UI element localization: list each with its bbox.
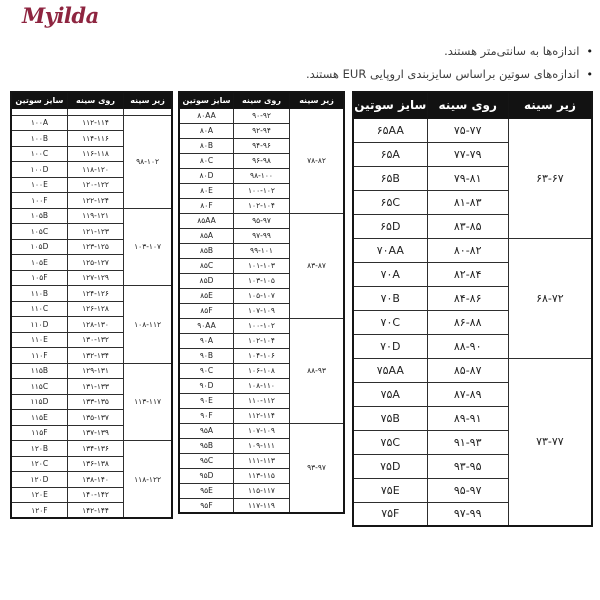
- bra-size-cell: ۸۰B: [179, 138, 233, 153]
- bra-size-cell: ۷۵C: [353, 430, 427, 454]
- bra-size-cell: ۸۵C: [179, 258, 233, 273]
- bra-size-cell: ۱۲۰B: [11, 441, 67, 457]
- size-chart-table: [10, 91, 173, 519]
- overbust-range-cell: ۷۵-۷۷: [427, 118, 508, 142]
- bra-size-cell: ۱۱۵C: [11, 379, 67, 395]
- overbust-range-cell: ۱۲۴-۱۲۶: [67, 286, 123, 302]
- bra-size-cell: ۸۵B: [179, 243, 233, 258]
- bra-size-cell: ۸۰AA: [179, 108, 233, 123]
- overbust-range-cell: ۱۰۲-۱۰۴: [233, 333, 289, 348]
- spacer-cell: [124, 108, 172, 115]
- overbust-range-cell: ۱۰۵-۱۰۷: [233, 288, 289, 303]
- size-chart-table: [178, 91, 345, 514]
- bra-size-cell: ۷۵B: [353, 406, 427, 430]
- bra-size-cell: ۸۵A: [179, 228, 233, 243]
- bra-size-cell: ۹۵E: [179, 483, 233, 498]
- bra-size-cell: ۸۵F: [179, 303, 233, 318]
- bra-size-cell: ۶۵A: [353, 142, 427, 166]
- overbust-range-cell: ۱۰۲-۱۰۴: [233, 198, 289, 213]
- note-item: [306, 67, 593, 81]
- overbust-range-cell: ۱۳۵-۱۳۷: [67, 410, 123, 426]
- overbust-range-cell: ۱۳۱-۱۳۳: [67, 379, 123, 395]
- bra-size-cell: ۱۰۵C: [11, 224, 67, 240]
- overbust-range-cell: ۸۹-۹۱: [427, 406, 508, 430]
- overbust-range-cell: ۱۱۸-۱۲۰: [67, 162, 123, 178]
- overbust-range-cell: ۱۰۷-۱۰۹: [233, 423, 289, 438]
- column-header-size: سایز سوتین: [353, 92, 427, 118]
- bra-size-cell: ۹۵F: [179, 498, 233, 513]
- bra-size-cell: ۹۰F: [179, 408, 233, 423]
- overbust-range-cell: ۱۳۳-۱۳۵: [67, 394, 123, 410]
- overbust-range-cell: ۱۰۰-۱۰۲: [233, 318, 289, 333]
- overbust-range-cell: ۱۰۰-۱۰۲: [233, 183, 289, 198]
- bra-size-cell: ۹۰D: [179, 378, 233, 393]
- bra-size-cell: ۹۰B: [179, 348, 233, 363]
- overbust-range-cell: ۱۱۰-۱۱۲: [233, 393, 289, 408]
- overbust-range-cell: ۸۸-۹۰: [427, 334, 508, 358]
- notes-list: [306, 44, 593, 90]
- overbust-range-cell: ۱۱۴-۱۱۶: [67, 131, 123, 147]
- overbust-range-cell: ۹۰-۹۲: [233, 108, 289, 123]
- bra-size-cell: ۱۰۰F: [11, 193, 67, 209]
- underbust-range-cell: ۱۰۸-۱۱۲: [124, 286, 172, 364]
- overbust-range-cell: ۱۰۶-۱۰۸: [233, 363, 289, 378]
- overbust-range-cell: ۹۹-۱۰۱: [233, 243, 289, 258]
- overbust-range-cell: ۱۳۶-۱۳۸: [67, 456, 123, 472]
- overbust-range-cell: ۸۷-۸۹: [427, 382, 508, 406]
- bra-size-cell: ۱۱۰C: [11, 301, 67, 317]
- overbust-range-cell: ۱۲۷-۱۲۹: [67, 270, 123, 286]
- size-table-right: [352, 91, 593, 527]
- bra-size-cell: ۱۲۰D: [11, 472, 67, 488]
- bra-size-cell: ۸۰A: [179, 123, 233, 138]
- overbust-range-cell: ۱۳۷-۱۳۹: [67, 425, 123, 441]
- bra-size-cell: ۸۵D: [179, 273, 233, 288]
- bra-size-cell: ۹۰C: [179, 363, 233, 378]
- bra-size-cell: ۱۰۰E: [11, 177, 67, 193]
- bra-size-cell: ۱۰۵D: [11, 239, 67, 255]
- bra-size-cell: ۷۰D: [353, 334, 427, 358]
- overbust-range-cell: ۱۱۳-۱۱۵: [233, 468, 289, 483]
- bra-size-cell: ۶۵B: [353, 166, 427, 190]
- overbust-range-cell: ۹۷-۹۹: [427, 502, 508, 526]
- bra-size-cell: ۷۵F: [353, 502, 427, 526]
- overbust-range-cell: ۱۰۱-۱۰۳: [233, 258, 289, 273]
- column-header-bust: روی سینه: [67, 92, 123, 108]
- bra-size-cell: ۱۱۰D: [11, 317, 67, 333]
- size-chart-table: [352, 91, 593, 527]
- bra-size-cell: ۸۵AA: [179, 213, 233, 228]
- bra-size-cell: ۶۵AA: [353, 118, 427, 142]
- bra-size-cell: ۱۱۵D: [11, 394, 67, 410]
- overbust-range-cell: ۸۳-۸۵: [427, 214, 508, 238]
- underbust-range-cell: ۹۸-۱۰۲: [124, 115, 172, 208]
- overbust-range-cell: ۱۳۴-۱۳۶: [67, 441, 123, 457]
- bra-size-cell: ۸۰C: [179, 153, 233, 168]
- underbust-range-cell: ۸۳-۸۷: [290, 213, 344, 318]
- underbust-range-cell: ۱۰۳-۱۰۷: [124, 208, 172, 286]
- bra-size-cell: ۷۵AA: [353, 358, 427, 382]
- overbust-range-cell: ۱۲۶-۱۲۸: [67, 301, 123, 317]
- bra-size-cell: ۱۱۵E: [11, 410, 67, 426]
- note-text: اندازه‌های سوتین براساس سایزبندی اروپایی EUR هستند.: [306, 67, 580, 81]
- underbust-range-cell: ۷۸-۸۲: [290, 108, 344, 213]
- overbust-range-cell: ۱۰۷-۱۰۹: [233, 303, 289, 318]
- bra-size-cell: ۹۵C: [179, 453, 233, 468]
- overbust-range-cell: ۱۲۵-۱۲۷: [67, 255, 123, 271]
- overbust-range-cell: ۱۱۲-۱۱۴: [233, 408, 289, 423]
- overbust-range-cell: ۹۱-۹۳: [427, 430, 508, 454]
- bra-size-cell: ۱۰۰A: [11, 115, 67, 131]
- overbust-range-cell: ۱۱۹-۱۲۱: [67, 208, 123, 224]
- overbust-range-cell: ۱۴۰-۱۴۲: [67, 487, 123, 503]
- note-text: اندازه‌ها به سانتی‌متر هستند.: [444, 44, 580, 58]
- bra-size-cell: ۸۵E: [179, 288, 233, 303]
- column-header-size: سایز سوتین: [179, 92, 233, 108]
- overbust-range-cell: ۱۲۹-۱۳۱: [67, 363, 123, 379]
- bra-size-cell: ۱۰۰D: [11, 162, 67, 178]
- overbust-range-cell: ۱۱۵-۱۱۷: [233, 483, 289, 498]
- bra-size-cell: ۹۵A: [179, 423, 233, 438]
- overbust-range-cell: ۱۰۸-۱۱۰: [233, 378, 289, 393]
- bra-size-cell: ۱۱۰B: [11, 286, 67, 302]
- overbust-range-cell: ۱۱۱-۱۱۳: [233, 453, 289, 468]
- overbust-range-cell: ۸۵-۸۷: [427, 358, 508, 382]
- bra-size-cell: ۱۱۵F: [11, 425, 67, 441]
- overbust-range-cell: ۱۲۱-۱۲۳: [67, 224, 123, 240]
- overbust-range-cell: ۸۶-۸۸: [427, 310, 508, 334]
- column-header-bust: روی سینه: [233, 92, 289, 108]
- overbust-range-cell: ۹۵-۹۷: [233, 213, 289, 228]
- bra-size-cell: ۷۰A: [353, 262, 427, 286]
- overbust-range-cell: ۱۴۲-۱۴۴: [67, 503, 123, 519]
- bra-size-cell: ۷۵A: [353, 382, 427, 406]
- underbust-range-cell: ۱۱۳-۱۱۷: [124, 363, 172, 441]
- bra-size-cell: ۱۰۰C: [11, 146, 67, 162]
- overbust-range-cell: ۸۴-۸۶: [427, 286, 508, 310]
- overbust-range-cell: ۱۱۲-۱۱۴: [67, 115, 123, 131]
- overbust-range-cell: ۱۲۸-۱۳۰: [67, 317, 123, 333]
- underbust-range-cell: ۶۸-۷۲: [508, 238, 592, 358]
- bullet-icon: •: [586, 44, 593, 58]
- underbust-range-cell: ۸۸-۹۳: [290, 318, 344, 423]
- bra-size-cell: ۸۰D: [179, 168, 233, 183]
- overbust-range-cell: ۹۸-۱۰۰: [233, 168, 289, 183]
- column-header-underbust: زیر سینه: [290, 92, 344, 108]
- overbust-range-cell: ۹۴-۹۶: [233, 138, 289, 153]
- overbust-range-cell: ۹۵-۹۷: [427, 478, 508, 502]
- bra-size-cell: ۱۱۰F: [11, 348, 67, 364]
- bra-size-cell: ۱۲۰C: [11, 456, 67, 472]
- bra-size-cell: ۹۵B: [179, 438, 233, 453]
- bra-size-cell: ۱۰۵E: [11, 255, 67, 271]
- bra-size-cell: ۹۵D: [179, 468, 233, 483]
- overbust-range-cell: ۱۰۳-۱۰۵: [233, 273, 289, 288]
- overbust-range-cell: ۷۹-۸۱: [427, 166, 508, 190]
- bra-size-cell: ۸۰E: [179, 183, 233, 198]
- spacer-cell: [67, 108, 123, 115]
- column-header-underbust: زیر سینه: [124, 92, 172, 108]
- overbust-range-cell: ۱۳۰-۱۳۲: [67, 332, 123, 348]
- overbust-range-cell: ۹۷-۹۹: [233, 228, 289, 243]
- bra-size-cell: ۷۵D: [353, 454, 427, 478]
- overbust-range-cell: ۱۱۷-۱۱۹: [233, 498, 289, 513]
- bra-size-cell: ۱۰۰B: [11, 131, 67, 147]
- overbust-range-cell: ۱۰۴-۱۰۶: [233, 348, 289, 363]
- size-table-middle: [178, 91, 345, 514]
- column-header-bust: روی سینه: [427, 92, 508, 118]
- overbust-range-cell: ۱۳۸-۱۴۰: [67, 472, 123, 488]
- overbust-range-cell: ۱۳۲-۱۳۴: [67, 348, 123, 364]
- overbust-range-cell: ۹۶-۹۸: [233, 153, 289, 168]
- bra-size-cell: ۶۵D: [353, 214, 427, 238]
- underbust-range-cell: ۹۳-۹۷: [290, 423, 344, 513]
- bra-size-cell: ۹۰E: [179, 393, 233, 408]
- bra-size-cell: ۹۰A: [179, 333, 233, 348]
- bra-size-cell: ۱۰۵B: [11, 208, 67, 224]
- bra-size-cell: ۱۰۵F: [11, 270, 67, 286]
- bra-size-cell: ۷۵E: [353, 478, 427, 502]
- overbust-range-cell: ۸۲-۸۴: [427, 262, 508, 286]
- overbust-range-cell: ۹۲-۹۴: [233, 123, 289, 138]
- underbust-range-cell: ۷۳-۷۷: [508, 358, 592, 526]
- note-item: [306, 44, 593, 58]
- bra-size-cell: ۹۰AA: [179, 318, 233, 333]
- brand-logo: Myilda: [22, 3, 99, 28]
- bra-size-cell: ۷۰AA: [353, 238, 427, 262]
- overbust-range-cell: ۹۳-۹۵: [427, 454, 508, 478]
- bra-size-cell: ۷۰C: [353, 310, 427, 334]
- bullet-icon: •: [586, 67, 593, 81]
- bra-size-cell: ۸۰F: [179, 198, 233, 213]
- size-table-left: [10, 91, 173, 519]
- bra-size-cell: ۱۲۰F: [11, 503, 67, 519]
- bra-size-cell: ۶۵C: [353, 190, 427, 214]
- bra-size-cell: ۷۰B: [353, 286, 427, 310]
- overbust-range-cell: ۱۲۳-۱۲۵: [67, 239, 123, 255]
- overbust-range-cell: ۱۲۰-۱۲۲: [67, 177, 123, 193]
- underbust-range-cell: ۶۳-۶۷: [508, 118, 592, 238]
- bra-size-cell: ۱۱۵B: [11, 363, 67, 379]
- overbust-range-cell: ۱۰۹-۱۱۱: [233, 438, 289, 453]
- bra-size-cell: ۱۲۰E: [11, 487, 67, 503]
- overbust-range-cell: ۸۱-۸۳: [427, 190, 508, 214]
- spacer-cell: [11, 108, 67, 115]
- column-header-underbust: زیر سینه: [508, 92, 592, 118]
- overbust-range-cell: ۷۷-۷۹: [427, 142, 508, 166]
- overbust-range-cell: ۱۲۲-۱۲۴: [67, 193, 123, 209]
- underbust-range-cell: ۱۱۸-۱۲۲: [124, 441, 172, 519]
- overbust-range-cell: ۸۰-۸۲: [427, 238, 508, 262]
- column-header-size: سایز سوتین: [11, 92, 67, 108]
- overbust-range-cell: ۱۱۶-۱۱۸: [67, 146, 123, 162]
- bra-size-cell: ۱۱۰E: [11, 332, 67, 348]
